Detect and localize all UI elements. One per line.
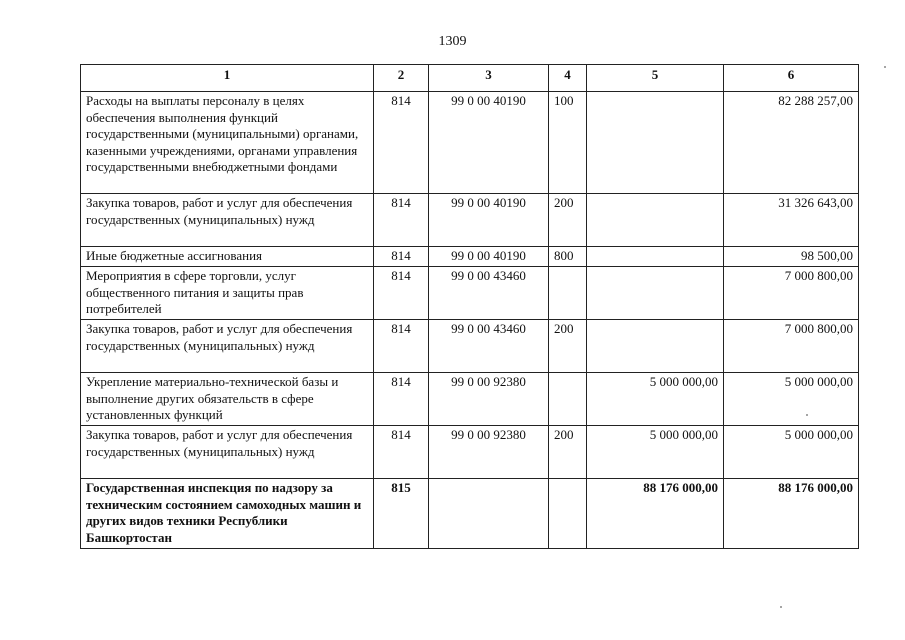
header-col-6: 6 (724, 65, 859, 92)
row-ministry-code: 814 (374, 194, 429, 247)
row-target-code: 99 0 00 43460 (429, 267, 549, 320)
table-row (81, 267, 859, 320)
row-expense-type: 200 (549, 426, 587, 479)
row-name: Расходы на выплаты персоналу в целях обеспечения выполнения функций государственными (муниципальными) органами, казенными учреждениями, органами управления государственными внебюджетными фондами (81, 92, 374, 194)
table-row (81, 373, 859, 426)
row-target-code: 99 0 00 40190 (429, 194, 549, 247)
scan-speck (780, 606, 782, 608)
row-amount-6: 82 288 257,00 (724, 92, 859, 194)
row-target-code: 99 0 00 43460 (429, 320, 549, 373)
row-ministry-code: 814 (374, 92, 429, 194)
row-amount-5 (587, 320, 724, 373)
row-ministry-code: 814 (374, 320, 429, 373)
row-expense-type: 100 (549, 92, 587, 194)
row-ministry-code: 815 (374, 479, 429, 549)
row-target-code: 99 0 00 92380 (429, 373, 549, 426)
header-row (81, 65, 859, 92)
page-number: 1309 (438, 34, 467, 49)
row-name: Закупка товаров, работ и услуг для обеспечения государственных (муниципальных) нужд (81, 320, 374, 373)
scan-speck (806, 414, 808, 416)
row-amount-6: 7 000 800,00 (724, 320, 859, 373)
row-target-code: 99 0 00 40190 (429, 92, 549, 194)
row-amount-6: 31 326 643,00 (724, 194, 859, 247)
header-col-1: 1 (81, 65, 374, 92)
header-col-2: 2 (374, 65, 429, 92)
row-ministry-code: 814 (374, 247, 429, 267)
row-expense-type: 200 (549, 320, 587, 373)
row-amount-5: 5 000 000,00 (587, 426, 724, 479)
row-amount-5: 5 000 000,00 (587, 373, 724, 426)
table-row (81, 320, 859, 373)
table-row (81, 194, 859, 247)
row-target-code: 99 0 00 92380 (429, 426, 549, 479)
scan-speck (884, 66, 886, 68)
row-ministry-code: 814 (374, 373, 429, 426)
row-name: Государственная инспекция по надзору за техническим состоянием самоходных машин и других видов техники Республики Башкортостан (81, 479, 374, 549)
table-row (81, 426, 859, 479)
row-amount-6: 5 000 000,00 (724, 373, 859, 426)
row-amount-5 (587, 247, 724, 267)
row-expense-type: 800 (549, 247, 587, 267)
row-name: Закупка товаров, работ и услуг для обеспечения государственных (муниципальных) нужд (81, 194, 374, 247)
row-expense-type (549, 479, 587, 549)
row-expense-type (549, 267, 587, 320)
row-ministry-code: 814 (374, 426, 429, 479)
header-col-5: 5 (587, 65, 724, 92)
table-row (81, 92, 859, 194)
row-amount-6: 5 000 000,00 (724, 426, 859, 479)
row-name: Иные бюджетные ассигнования (81, 247, 374, 267)
row-expense-type (549, 373, 587, 426)
row-amount-6: 98 500,00 (724, 247, 859, 267)
table-row (81, 479, 859, 549)
row-amount-6: 7 000 800,00 (724, 267, 859, 320)
row-name: Закупка товаров, работ и услуг для обеспечения государственных (муниципальных) нужд (81, 426, 374, 479)
header-col-3: 3 (429, 65, 549, 92)
table-row (81, 247, 859, 267)
row-ministry-code: 814 (374, 267, 429, 320)
row-amount-5 (587, 267, 724, 320)
header-col-4: 4 (549, 65, 587, 92)
row-amount-6: 88 176 000,00 (724, 479, 859, 549)
row-target-code: 99 0 00 40190 (429, 247, 549, 267)
row-amount-5 (587, 92, 724, 194)
row-name: Укрепление материально-технической базы и выполнение других обязательств в сфере установленных функций (81, 373, 374, 426)
row-name: Мероприятия в сфере торговли, услуг общественного питания и защиты прав потребителей (81, 267, 374, 320)
row-expense-type: 200 (549, 194, 587, 247)
row-amount-5 (587, 194, 724, 247)
row-target-code (429, 479, 549, 549)
budget-table (80, 64, 859, 549)
row-amount-5: 88 176 000,00 (587, 479, 724, 549)
